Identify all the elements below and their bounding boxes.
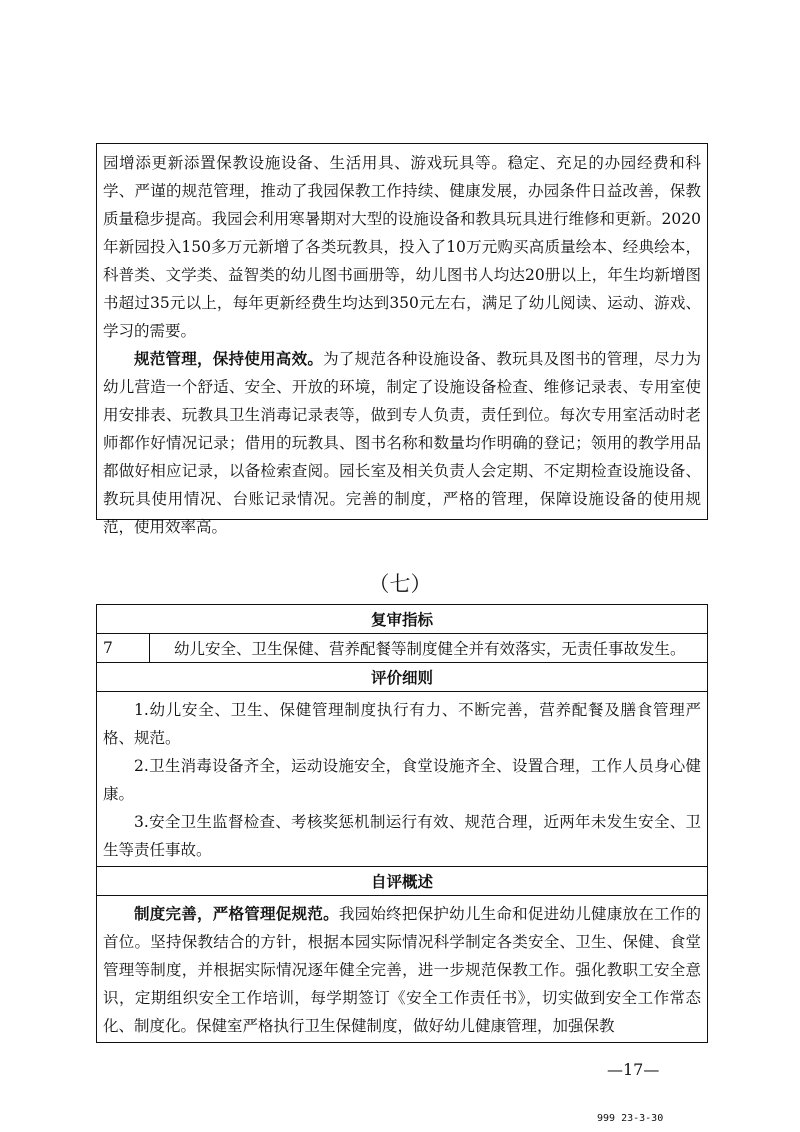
- self-evaluation-text: 我园始终把保护幼儿生命和促进幼儿健康放在工作的首位。坚持保教结合的方针，根据本园实际情况科学制定各类安全、卫生、保健、食堂管理等制度，并根据实际情况逐年健全完善，进一步规范保教工作。强化教职工安全意识，定期组织安全工作培训，每学期签订《安全工作责任书》，切实做到安全工作常态化、制度化。保健室严格执行卫生保健制度，做好幼儿健康管理，加强保教: [103, 905, 701, 1035]
- facilities-paragraph: 园增添更新添置保教设施设备、生活用具、游戏玩具等。稳定、充足的办园经费和科学、严谨的规范管理，推动了我园保教工作持续、健康发展，办园条件日益改善，保教质量稳步提高。我园会利用寒暑期对大型的设施设备和教具玩具进行维修和更新。2020年新园投入150多万元新增了各类玩教具，投入了10万元购买高质量绘本、经典绘本，科普类、文学类、益智类的幼儿图书画册等，幼儿图书人均达20册以上，年生均新增图书超过35元以上，每年更新经费生均达到350元左右，满足了幼儿阅读、运动、游戏、学习的需要。: [103, 154, 701, 340]
- self-evaluation-cell: [97, 896, 708, 1043]
- indicator-number: 7: [97, 634, 150, 663]
- review-indicator-header: 复审指标: [97, 605, 708, 634]
- self-evaluation-paragraph: [103, 900, 701, 1040]
- rule-item: 3.安全卫生监督检查、考核奖惩机制运行有效、规范合理，近两年未发生安全、卫生等责任事故。: [103, 813, 701, 859]
- section-title: （七）: [368, 572, 432, 596]
- evaluation-rules-cell: [97, 692, 708, 867]
- page-number: —17—: [607, 1060, 660, 1079]
- continued-text-box: [96, 143, 708, 536]
- management-text: 为了规范各种设施设备、教玩具及图书的管理，尽力为幼儿营造一个舒适、安全、开放的环境，制定了设施设备检查、维修记录表、专用室使用安排表、玩教具卫生消毒记录表等，做到专人负责，责任到位。每次专用室活动时老师都作好情况记录；借用的玩教具、图书名称和数量均作明确的登记；领用的教学用品都做好相应记录，以备检索查阅。园长室及相关负责人会定期、不定期检查设施设备、教玩具使用情况、台账记录情况。完善的制度，严格的管理，保障设施设备的使用规范，使用效率高。: [103, 350, 701, 536]
- self-evaluation-heading: 制度完善，严格管理促规范。: [134, 904, 339, 923]
- evaluation-rules-header: 评价细则: [97, 663, 708, 692]
- self-evaluation-header: 自评概述: [97, 867, 708, 896]
- rule-item: 2.卫生消毒设备齐全，运动设施安全，食堂设施齐全、设置合理，工作人员身心健康。: [103, 757, 701, 803]
- footer-code: 999 23-3-30: [597, 1113, 664, 1124]
- rule-item: 1.幼儿安全、卫生、保健管理制度执行有力、不断完善，营养配餐及膳食管理严格、规范。: [103, 701, 701, 747]
- management-heading: 规范管理，保持使用高效。: [134, 349, 324, 368]
- evaluation-table: [96, 604, 708, 1043]
- management-paragraph: [103, 345, 701, 541]
- indicator-text: 幼儿安全、卫生保健、营养配餐等制度健全并有效落实，无责任事故发生。: [150, 634, 708, 663]
